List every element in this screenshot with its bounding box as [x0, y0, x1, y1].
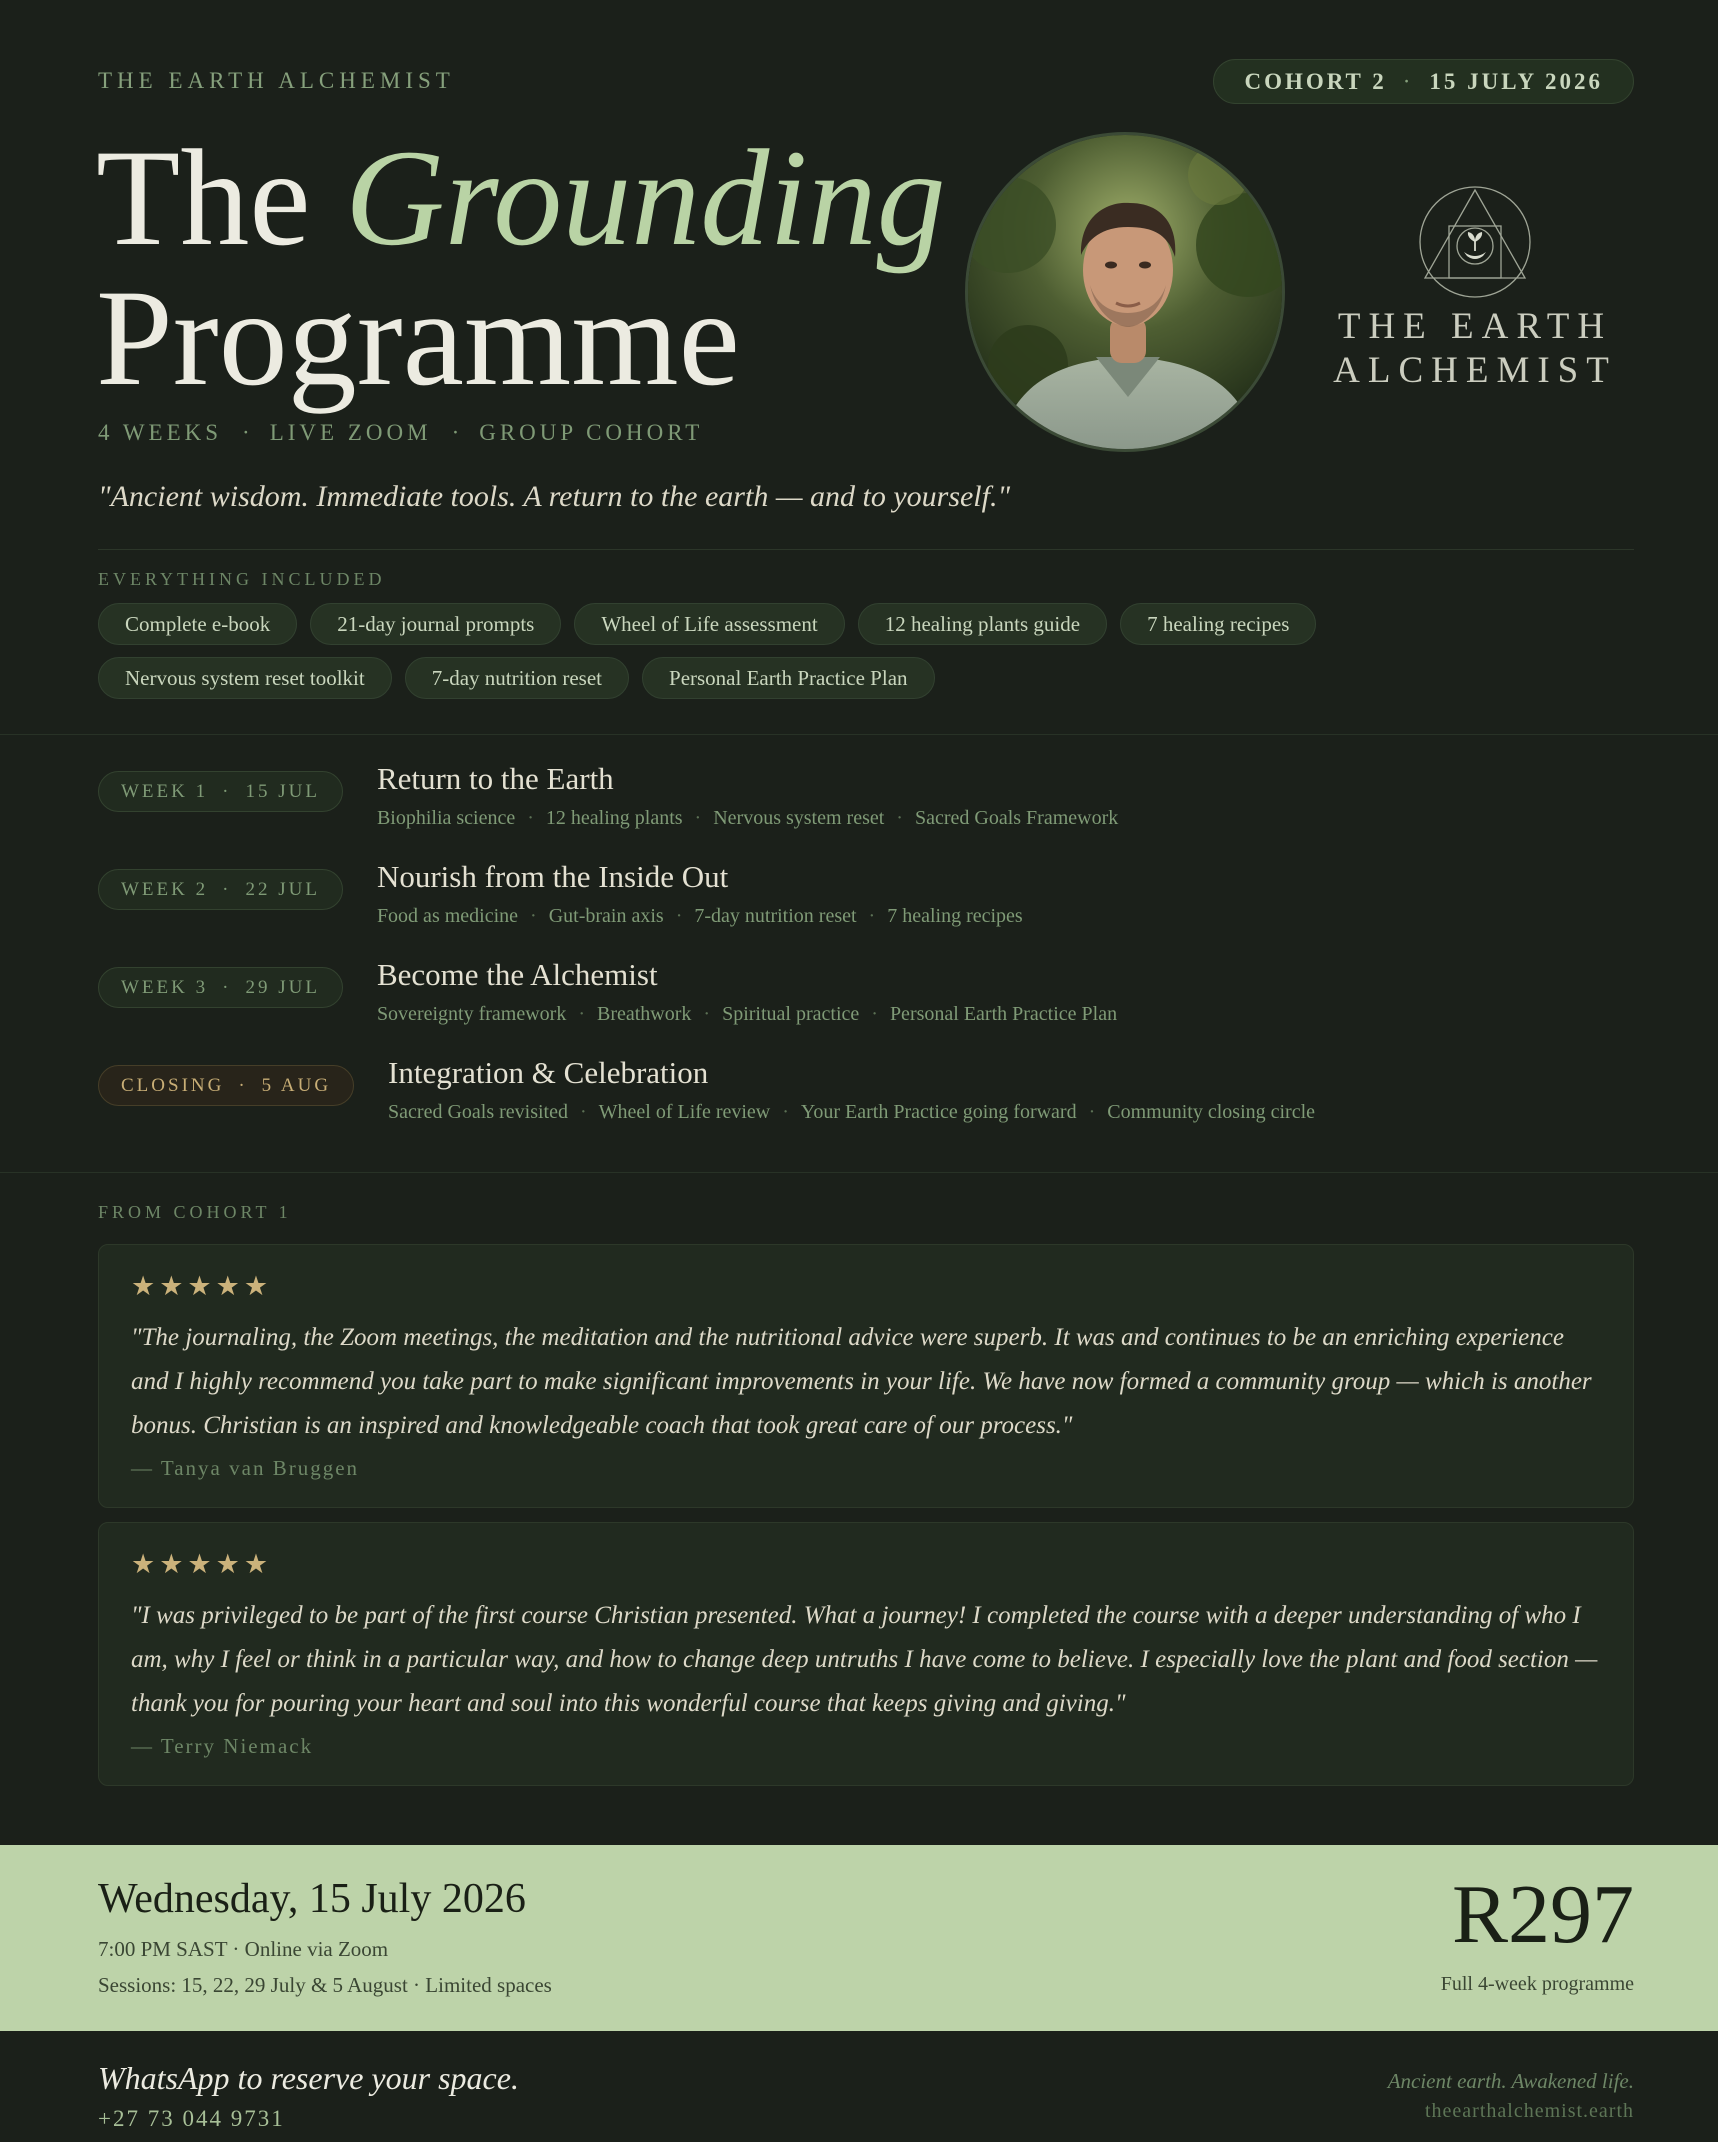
event-details-band: [0, 1845, 1718, 2031]
sacred-geometry-logo-icon: [1415, 182, 1535, 302]
week-badge: WEEK 3 · 29 JUL: [98, 967, 343, 1008]
week-title: Return to the Earth: [376, 761, 614, 796]
week-label: WEEK 1: [121, 780, 209, 802]
topic: 7 healing recipes: [887, 905, 1023, 927]
sessions-list: Sessions: 15, 22, 29 July & 5 August: [98, 1973, 408, 1997]
week-badge: WEEK 1 · 15 JUL: [98, 771, 343, 812]
star-rating: ★★★★★: [131, 1549, 273, 1579]
week-date: 22 JUL: [245, 878, 320, 900]
testimonial-card: [98, 1244, 1634, 1508]
portrait-photo: [965, 132, 1285, 452]
topic: Wheel of Life review: [598, 1101, 771, 1123]
meta-group: GROUP COHORT: [479, 420, 704, 445]
event-time-venue: 7:00 PM SAST · Online via Zoom: [98, 1937, 389, 1961]
topic: Community closing circle: [1107, 1101, 1316, 1123]
week-date: 29 JUL: [245, 976, 320, 998]
programme-meta: 4 WEEKS · LIVE ZOOM · GROUP COHORT: [98, 420, 704, 445]
price: R297: [1451, 1868, 1634, 1961]
week-topics: Sacred Goals revisited · Wheel of Life review · Your Earth Practice going forward · Community closing circle: [388, 1101, 1316, 1123]
section-divider: [0, 734, 1718, 735]
testimonial-card: [98, 1522, 1634, 1786]
week-label: WEEK 2: [121, 878, 209, 900]
topic: Biophilia science: [376, 807, 516, 829]
topic: Sacred Goals revisited: [388, 1101, 568, 1123]
included-chip: 21-day journal prompts: [310, 603, 561, 645]
week-row-1: [98, 761, 1118, 830]
week-row-closing: [98, 1055, 1315, 1124]
week-date: 15 JUL: [245, 780, 320, 802]
event-time: 7:00 PM SAST: [98, 1937, 228, 1961]
meta-duration: 4 WEEKS: [98, 420, 223, 445]
week-topics: Sovereignty framework · Breathwork · Spiritual practice · Personal Earth Practice Plan: [376, 1003, 1118, 1025]
included-chip: 7 healing recipes: [1120, 603, 1316, 645]
included-list: [98, 603, 1458, 699]
testimonial-text: "I was privileged to be part of the first course Christian presented. What a journey! I completed the course with a deeper understanding of who I am, why I feel or think in a particular way, and how to change deep untruths I have come to believe. I especially love the plant and food section — thank you for pouring your heart and soul into this wonderful course that keeps giving and giving.": [131, 1602, 1598, 1717]
topic: Spiritual practice: [722, 1003, 860, 1025]
included-heading: EVERYTHING INCLUDED: [98, 569, 386, 589]
week-row-2: [98, 859, 1023, 928]
included-chip: 7-day nutrition reset: [405, 657, 629, 699]
divider: [98, 549, 1634, 550]
week-content: [377, 957, 1117, 1026]
star-rating: ★★★★★: [131, 1271, 273, 1301]
topic: Your Earth Practice going forward: [800, 1101, 1077, 1123]
week-title: Nourish from the Inside Out: [376, 859, 729, 894]
topic: Sacred Goals Framework: [914, 807, 1119, 829]
logo-line-1: THE EARTH: [1337, 306, 1613, 347]
price-note: Full 4-week programme: [1440, 1973, 1634, 1995]
week-label: WEEK 3: [121, 976, 209, 998]
topic: 7-day nutrition reset: [694, 905, 857, 927]
week-topics: Biophilia science · 12 healing plants · Nervous system reset · Sacred Goals Framework: [376, 807, 1119, 829]
website-link[interactable]: theearthalchemist.earth: [1424, 2100, 1634, 2122]
event-date: Wednesday, 15 July 2026: [98, 1876, 526, 1922]
week-content: [377, 859, 1023, 928]
testimonials-heading: FROM COHORT 1: [98, 1202, 292, 1222]
week-label: CLOSING: [121, 1074, 225, 1096]
topic: Breathwork: [597, 1003, 692, 1025]
included-chip: Personal Earth Practice Plan: [642, 657, 935, 699]
week-content: [377, 761, 1118, 830]
topic: Gut-brain axis: [548, 905, 664, 927]
week-date: 5 AUG: [261, 1074, 332, 1096]
included-chip: Nervous system reset toolkit: [98, 657, 392, 699]
week-title: Integration & Celebration: [388, 1055, 709, 1090]
topic: Personal Earth Practice Plan: [889, 1003, 1118, 1025]
testimonial-text: "The journaling, the Zoom meetings, the meditation and the nutritional advice were superb. It was and continues to be an enriching experience and I highly recommend you take part to make significant improvements in your life. We have now formed a community group — which is another bonus. Christian is an inspired and knowledgeable coach that took great care of our process.": [131, 1324, 1592, 1439]
logo-wordmark: [1330, 305, 1620, 393]
week-title: Become the Alchemist: [376, 957, 658, 992]
footer-tagline: Ancient earth. Awakened life.: [1387, 2069, 1634, 2093]
included-chip: Complete e-book: [98, 603, 297, 645]
page-title: [96, 121, 946, 414]
testimonial-author: — Terry Niemack: [131, 1734, 314, 1758]
title-accent: Grounding: [345, 121, 946, 274]
brand-name: THE EARTH ALCHEMIST: [98, 68, 455, 93]
meta-format: LIVE ZOOM: [269, 420, 432, 445]
topic: Nervous system reset: [713, 807, 885, 829]
event-venue: Online via Zoom: [244, 1937, 389, 1961]
topic: Food as medicine: [376, 905, 519, 927]
phone-number[interactable]: +27 73 044 9731: [98, 2106, 285, 2131]
title-the: The: [96, 121, 311, 274]
spaces-note: Limited spaces: [425, 1973, 552, 1997]
week-badge: WEEK 2 · 22 JUL: [98, 869, 343, 910]
topic: 12 healing plants: [545, 807, 683, 829]
tagline-quote: "Ancient wisdom. Immediate tools. A return to the earth — and to yourself.": [98, 480, 1011, 513]
cohort-label: COHORT 2: [1244, 68, 1387, 94]
separator-dot: ·: [1402, 68, 1414, 94]
event-sessions: Sessions: 15, 22, 29 July & 5 August · Limited spaces: [98, 1973, 552, 1997]
title-rest: Programme: [96, 261, 740, 414]
week-row-3: [98, 957, 1117, 1026]
logo-line-2: ALCHEMIST: [1333, 350, 1617, 391]
week-content: [388, 1055, 1315, 1124]
whatsapp-cta: WhatsApp to reserve your space.: [98, 2060, 519, 2096]
topic: Sovereignty framework: [376, 1003, 567, 1025]
included-chip: 12 healing plants guide: [858, 603, 1107, 645]
cohort-date: 15 JULY 2026: [1429, 68, 1603, 94]
included-chip: Wheel of Life assessment: [574, 603, 844, 645]
cohort-badge: [1213, 59, 1634, 104]
week-topics: Food as medicine · Gut-brain axis · 7-day nutrition reset · 7 healing recipes: [376, 905, 1023, 927]
testimonial-author: — Tanya van Bruggen: [131, 1456, 360, 1480]
closing-badge: CLOSING · 5 AUG: [98, 1065, 354, 1106]
section-divider: [0, 1172, 1718, 1173]
